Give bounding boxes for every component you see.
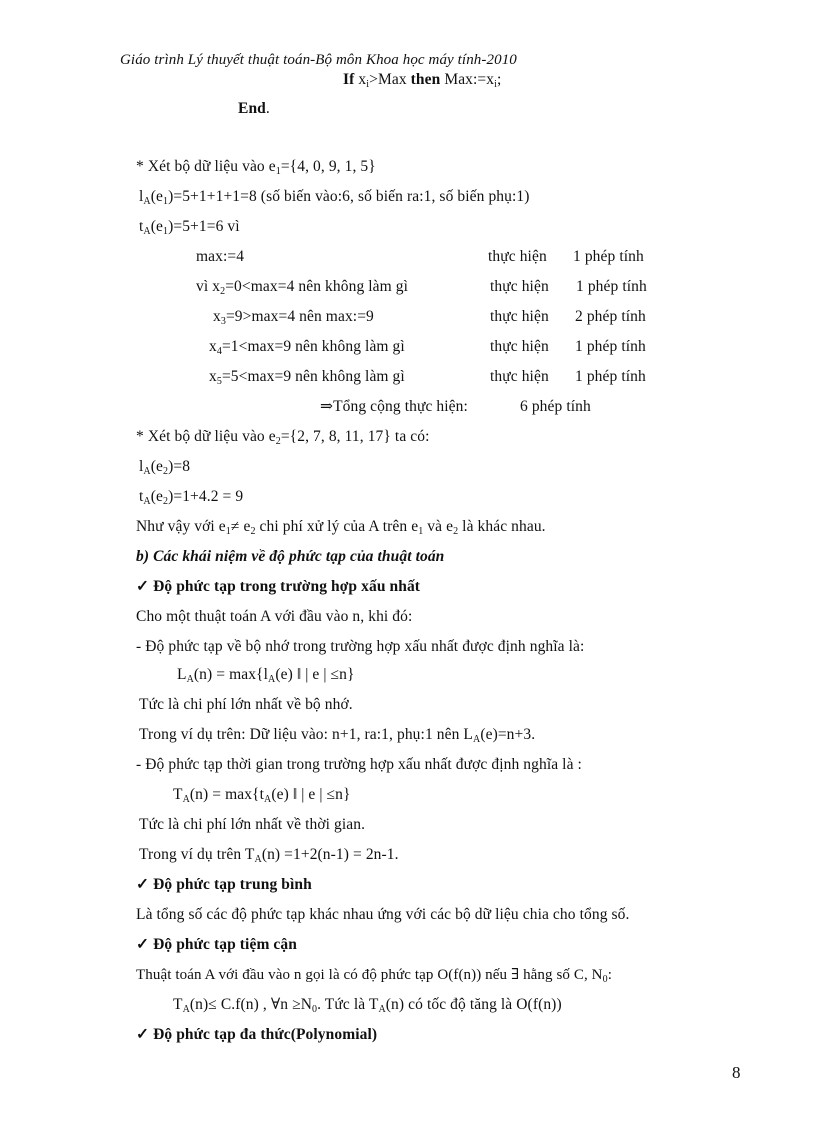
memory-definition: - Độ phức tạp về bộ nhớ trong trường hợp xấu nhất được định nghĩa là: — [136, 638, 585, 655]
polynomial-heading: ✓ Độ phức tạp đa thức(Polynomial) — [136, 1026, 378, 1043]
example-conclusion: Như vậy với $e_1\ne e_2$ chi phí xử lý của A trên $e_1$ và $e_2$ là khác nhau. — [136, 518, 546, 537]
step-row: $x_4=1<\max=9$ nên không làm gì — [209, 338, 405, 357]
step-action: thực hiện — [490, 308, 549, 325]
step-count: 1 phép tính — [573, 248, 644, 265]
asymptotic-heading: ✓ Độ phức tạp tiệm cận — [136, 936, 297, 953]
average-heading: ✓ Độ phức tạp trung bình — [136, 876, 312, 893]
step-row: $x_5=5<\max=9$ nên không làm gì — [209, 368, 405, 387]
page-number: 8 — [732, 1063, 741, 1082]
example2-l: $l_A(e_2)=8$ — [139, 458, 191, 477]
section-heading: b) Các khái niệm về độ phức tạp của thuật toán — [136, 548, 445, 565]
memory-example: Trong ví dụ trên: Dữ liệu vào: n+1, ra:1, phụ:1 nên $L_A(e)=n+3$. — [139, 726, 536, 745]
time-formula: $T_A(n) = \max\{t_A(e)$ ‖ | e | ≤n} — [173, 786, 351, 805]
checkmark-icon: ✓ — [136, 1026, 150, 1043]
step-action: thực hiện — [490, 338, 549, 355]
code-end-line: End. — [238, 100, 270, 117]
keyword-end: End — [238, 100, 266, 117]
keyword-if: If — [343, 71, 355, 88]
step-action: thực hiện — [490, 278, 549, 295]
total-line: ⇒Tổng cộng thực hiện: — [320, 398, 468, 415]
asymptotic-formula: $T_A(n)\le C.f(n)$ , ∀n $\ge N_0$. Tức là $T_A(n)$ có tốc độ tăng là O(f(n)) — [173, 996, 562, 1015]
worst-case-heading: ✓ Độ phức tạp trong trường hợp xấu nhất — [136, 578, 421, 595]
step-count: 1 phép tính — [576, 278, 647, 295]
example2-intro: * Xét bộ dữ liệu vào $e_2=\{2$, 7, 8, 11, 17} ta có: — [136, 428, 430, 447]
step-action: thực hiện — [490, 368, 549, 385]
asymptotic-description: Thuật toán A với đầu vào n gọi là có độ phức tạp O(f(n)) nếu ∃ hằng số C, $N_0$: — [136, 967, 612, 985]
step-row: vì $x_2=0<\max=4$ nên không làm gì — [196, 278, 409, 297]
code-if-line: If $x_i>Max$ then $Max:=x_i$; — [343, 71, 502, 90]
implies-arrow-icon: ⇒ — [320, 398, 334, 415]
example2-t: $t_A(e_2)=1+4.2 = 9$ — [139, 488, 244, 507]
step-count: 1 phép tính — [575, 368, 646, 385]
average-description: Là tổng số các độ phức tạp khác nhau ứng với các bộ dữ liệu chia cho tổng số. — [136, 906, 630, 923]
checkmark-icon: ✓ — [136, 578, 150, 595]
step-action: thực hiện — [488, 248, 547, 265]
memory-explanation: Tức là chi phí lớn nhất về bộ nhớ. — [139, 696, 353, 713]
keyword-then: then — [410, 71, 441, 88]
checkmark-icon: ✓ — [136, 936, 150, 953]
page-header: Giáo trình Lý thuyết thuật toán-Bộ môn Khoa học máy tính-2010 — [120, 52, 517, 68]
step-row: $x_3=9>\max=4$ nên max:=9 — [213, 308, 374, 327]
time-explanation: Tức là chi phí lớn nhất về thời gian. — [139, 816, 366, 833]
memory-formula: $L_A(n) = \max\{l_A(e)$ ‖ | e | ≤n} — [177, 666, 355, 685]
step-row: max:=4 — [196, 248, 245, 265]
checkmark-icon: ✓ — [136, 876, 150, 893]
step-count: 2 phép tính — [575, 308, 646, 325]
total-count: 6 phép tính — [520, 398, 591, 415]
example1-t: $t_A(e_1)=5+1=6$ vì — [139, 218, 240, 237]
time-example: Trong ví dụ trên $T_A(n) =1+2(n-1) = 2n-1$. — [139, 846, 399, 865]
example1-intro: * Xét bộ dữ liệu vào $e_1=\{4$, 0, 9, 1, 5} — [136, 158, 376, 177]
step-count: 1 phép tính — [575, 338, 646, 355]
example1-l: $l_A(e_1)=5+1+1+1=8$ (số biến vào:6, số biến ra:1, số biến phụ:1) — [139, 188, 530, 207]
time-definition: - Độ phức tạp thời gian trong trường hợp xấu nhất được định nghĩa là : — [136, 756, 582, 773]
worst-intro: Cho một thuật toán A với đầu vào n, khi đó: — [136, 608, 413, 625]
